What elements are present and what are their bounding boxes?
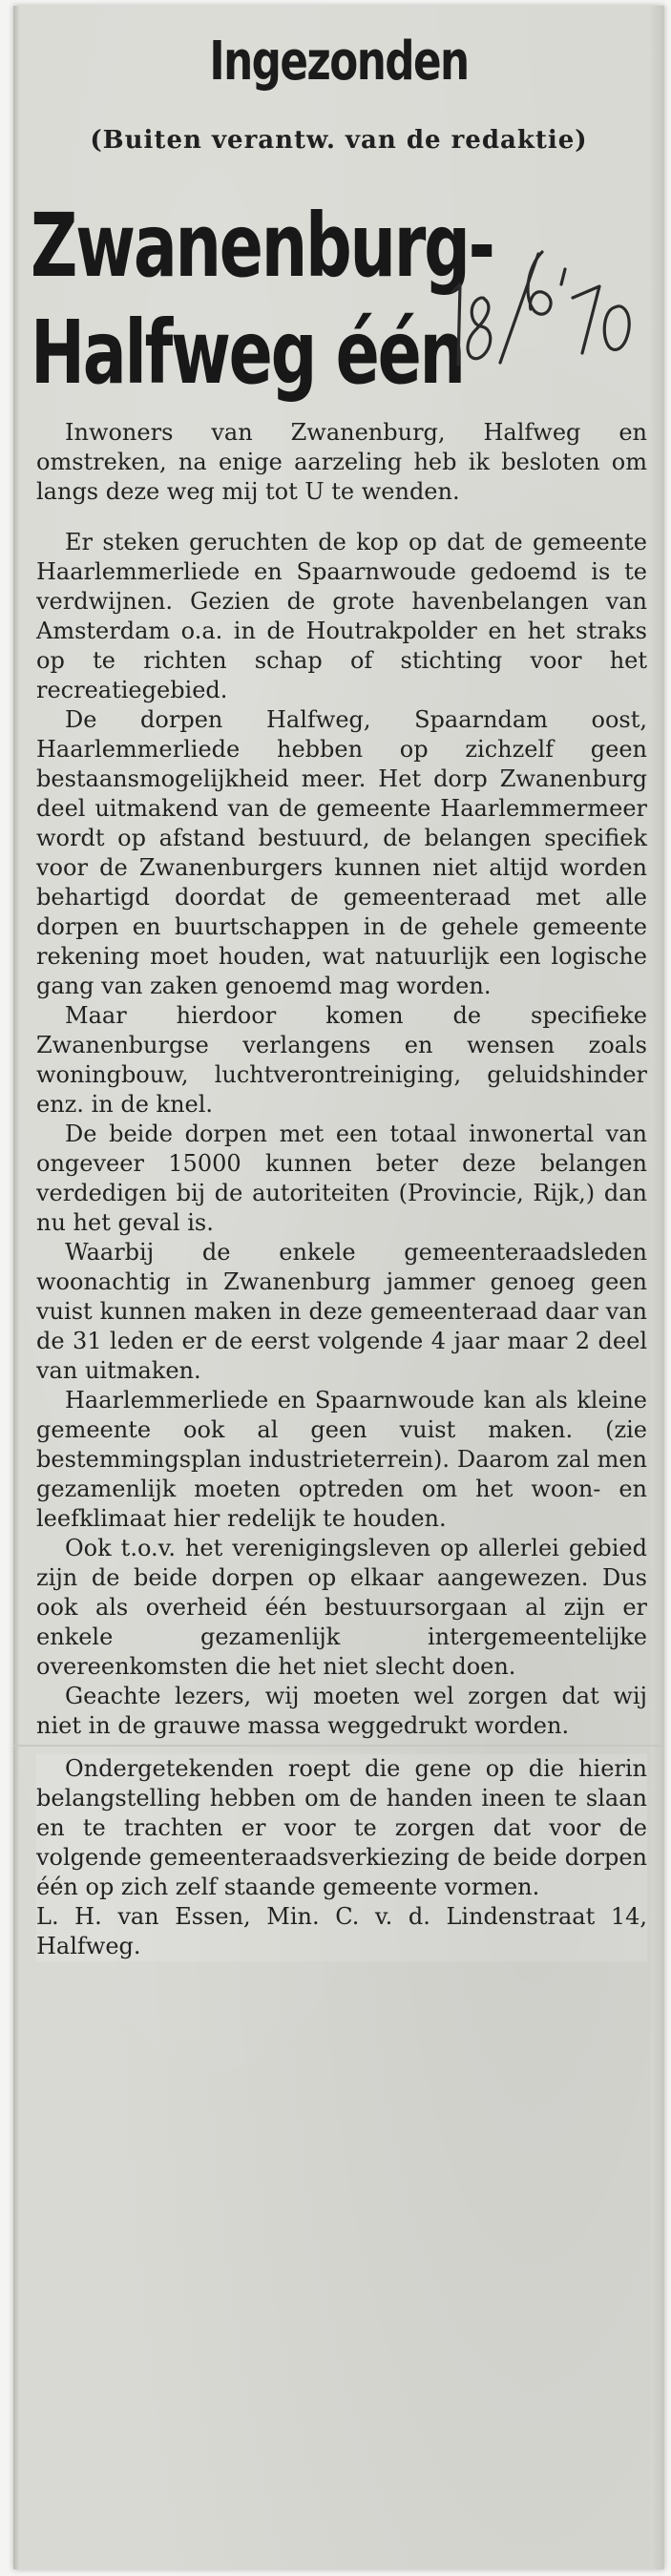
author-signature: L. H. van Essen, Min. C. v. d. Lindenstraat 14, Halfweg.: [36, 1903, 647, 1959]
fold-separator: [13, 1745, 664, 1747]
article-paragraph: Maar hierdoor komen de specifieke Zwanenburgse verlangens en wensen zoals woningbouw, luchtverontreiniging, geluidshinder enz. in de knel.: [36, 1002, 647, 1118]
section-heading: Ingezonden: [209, 31, 469, 93]
article-paragraph: Ook t.o.v. het verenigingsleven op allerlei gebied zijn de beide dorpen op elkaar aangewezen. Dus ook als overheid één bestuursorgaan al zijn er enkele gezamenlijk intergemeentelijke overeenkomsten die het niet slecht doen.: [36, 1535, 647, 1680]
newspaper-clipping: [13, 6, 664, 2569]
article-paragraph: Waarbij de enkele gemeenteraadsleden woonachtig in Zwanenburg jammer genoeg geen vuist kunnen maken in deze gemeenteraad daar van de 31 leden er de eerst volgende 4 jaar maar 2 deel van uitmaken.: [36, 1239, 647, 1384]
article-paragraph: De dorpen Halfweg, Spaarndam oost, Haarlemmerliede hebben op zichzelf geen bestaansmogelijkheid meer. Het dorp Zwanenburg deel uitmakend van de gemeente Haarlemmermeer wordt op afstand bestuurd, de belangen specifiek voor de Zwanenburgers kunnen niet altijd worden behartigd doordat de gemeenteraad met alle dorpen en buurtschappen in de gehele gemeente rekening moet houden, wat natuurlijk een logische gang van zaken genoemd mag worden.: [36, 706, 647, 999]
article-paragraph-intro: Inwoners van Zwanenburg, Halfweg en omstreken, na enige aarzeling heb ik besloten om langs deze weg mij tot U te wenden.: [36, 419, 647, 505]
article-paragraph: De beide dorpen met een totaal inwonertal van ongeveer 15000 kunnen beter deze belangen verdedigen bij de autoriteiten (Provincie, Rijk,) dan nu het geval is.: [36, 1120, 647, 1236]
article-paragraph: Er steken geruchten de kop op dat de gemeente Haarlemmerliede en Spaarnwoude gedoemd is te verdwijnen. Gezien de grote havenbelangen van Amsterdam o.a. in de Houtrakpolder en het straks op te richten schap of stichting voor het recreatiegebied.: [36, 529, 647, 703]
article-paragraph: Geachte lezers, wij moeten wel zorgen dat wij niet in de grauwe massa weggedrukt worden.: [36, 1683, 647, 1739]
article-body: [36, 418, 647, 1961]
article-lower-section: [36, 1754, 647, 1961]
article-paragraph: Ondergetekenden roept die gene op die hierin belangstelling hebben om de handen ineen te slaan en te trachten er voor te zorgen dat voor de volgende gemeenteraadsverkiezing de beide dorpen één op zich zelf staande gemeente vormen.: [36, 1755, 647, 1900]
handwritten-date-annotation: [439, 231, 640, 374]
article-title: [31, 193, 493, 407]
disclaimer-subheading: (Buiten verantw. van de redaktie): [90, 126, 588, 155]
clipping-left-edge: [13, 6, 19, 2569]
article-paragraph: Haarlemmerliede en Spaarnwoude kan als kleine gemeente ook al geen vuist maken. (zie bestemmingsplan industrieterrein). Daarom zal men gezamenlijk moeten optreden om het woon- en leefklimaat hier redelijk te houden.: [36, 1387, 647, 1532]
article-title-line-2: Halfweg één: [31, 302, 464, 404]
clipping-right-edge: [651, 6, 664, 2569]
article-title-line-1: Zwanenburg-: [31, 195, 493, 297]
